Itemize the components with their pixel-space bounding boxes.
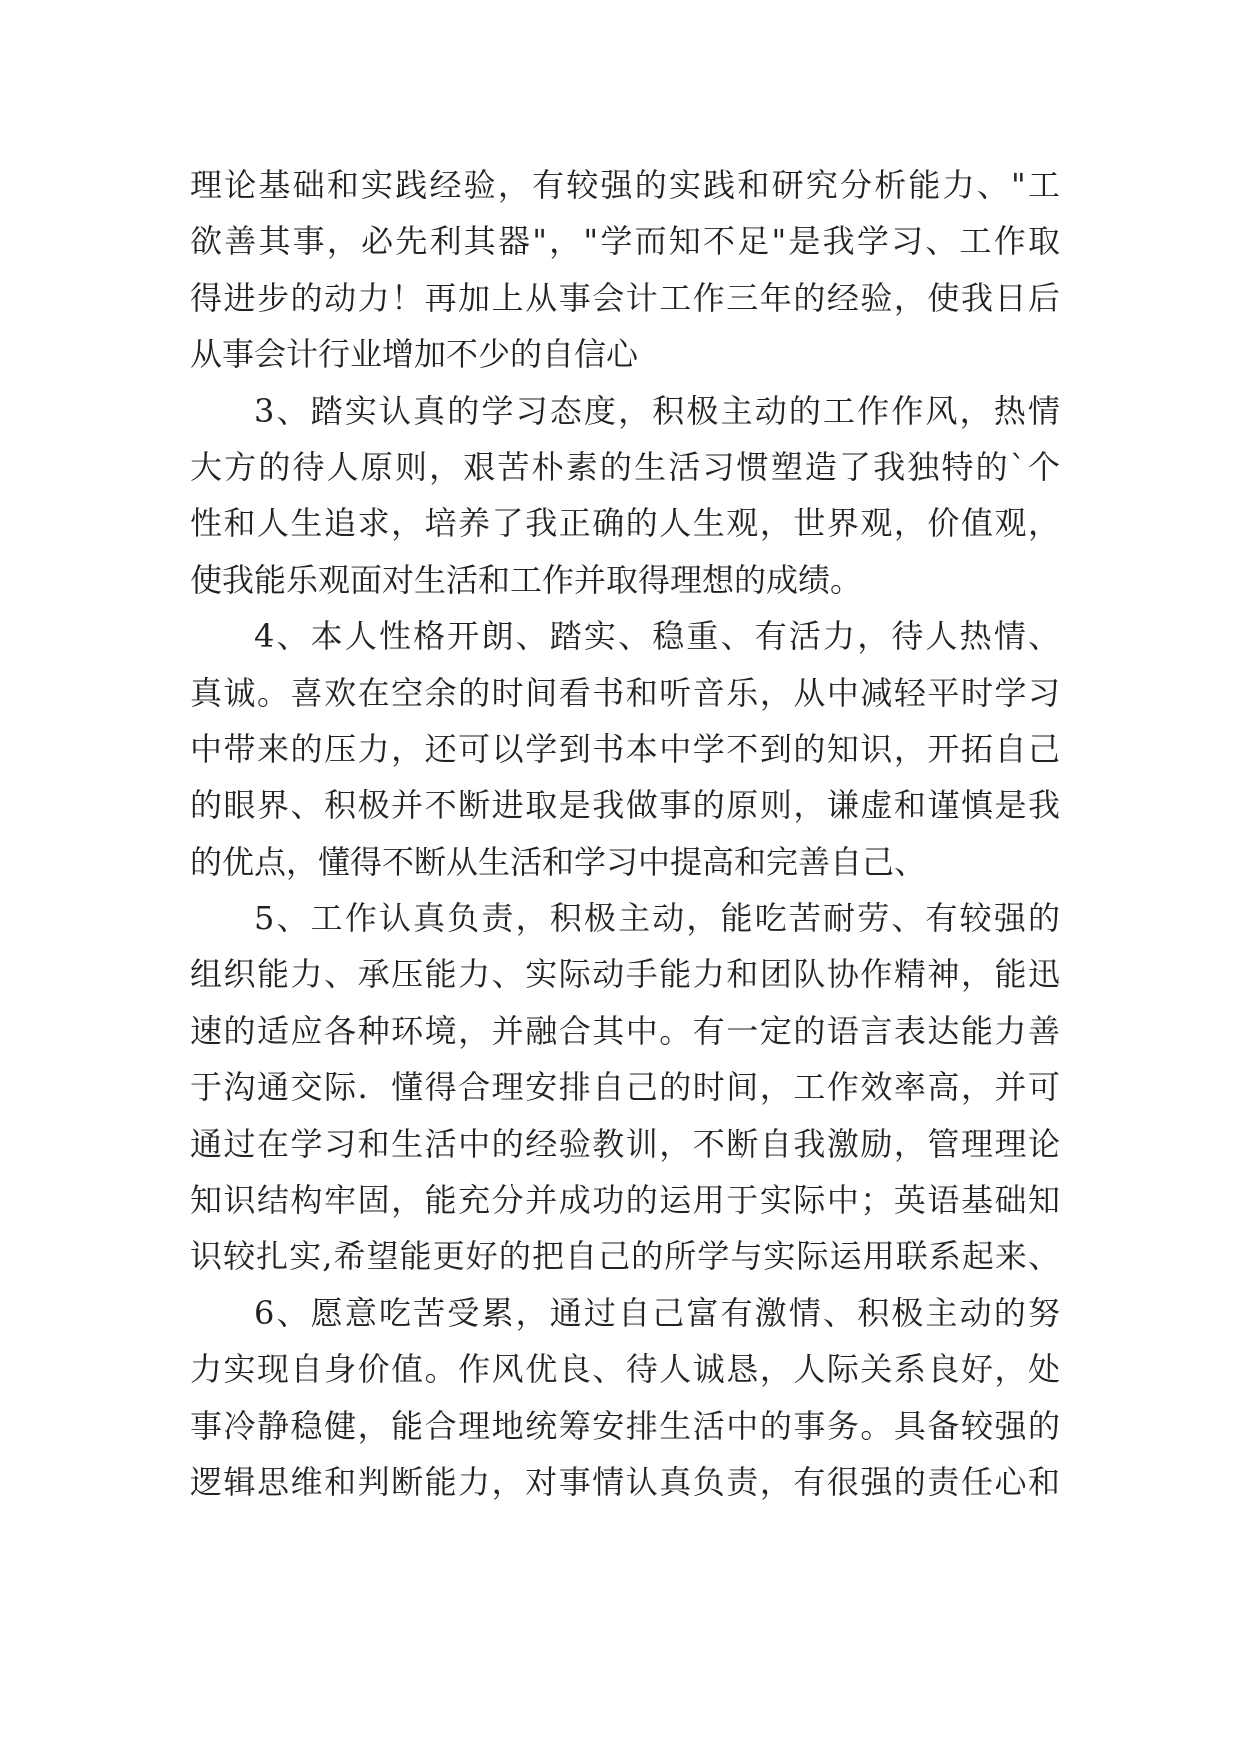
text-line: 识较扎实,希望能更好的把自己的所学与实际运用联系起来、 xyxy=(190,1237,1060,1276)
text-line: 使我能乐观面对生活和工作并取得理想的成绩。 xyxy=(190,560,863,599)
text-line: 组织能力、承压能力、实际动手能力和团队协作精神，能迅 xyxy=(190,955,1060,994)
text-line: 理论基础和实践经验，有较强的实践和研究分析能力、"工 xyxy=(190,166,1060,204)
text-line: 逻辑思维和判断能力，对事情认真负责，有很强的责任心和 xyxy=(190,1462,1060,1501)
text-line: 中带来的压力，还可以学到书本中学不到的知识，开拓自己 xyxy=(190,729,1060,768)
text-line: 通过在学习和生活中的经验教训，不断自我激励，管理理论 xyxy=(190,1124,1060,1163)
paragraph-6-first-line: 6、愿意吃苦受累，通过自己富有激情、积极主动的努 xyxy=(254,1293,1060,1332)
text-line: 从事会计行业增加不少的自信心 xyxy=(190,335,639,374)
paragraph-3-first-line: 3、踏实认真的学习态度，积极主动的工作作风，热情 xyxy=(254,391,1060,430)
text-line: 事冷静稳健，能合理地统筹安排生活中的事务。具备较强的 xyxy=(190,1406,1060,1445)
text-line: 知识结构牢固，能充分并成功的运用于实际中；英语基础知 xyxy=(190,1181,1060,1220)
text-line: 的眼界、积极并不断进取是我做事的原则，谦虚和谨慎是我 xyxy=(190,786,1060,825)
text-line: 大方的待人原则，艰苦朴素的生活习惯塑造了我独特的`个 xyxy=(190,447,1060,486)
text-line: 性和人生追求，培养了我正确的人生观，世界观，价值观， xyxy=(190,504,1060,543)
text-line: 于沟通交际．懂得合理安排自己的时间，工作效率高，并可 xyxy=(190,1068,1060,1107)
text-line: 真诚。喜欢在空余的时间看书和听音乐，从中减轻平时学习 xyxy=(190,673,1060,712)
text-line: 速的适应各种环境，并融合其中。有一定的语言表达能力善 xyxy=(190,1011,1060,1050)
document-body xyxy=(190,157,1060,1510)
text-line: 力实现自身价值。作风优良、待人诚恳，人际关系良好，处 xyxy=(190,1350,1060,1389)
text-line: 得进步的动力！再加上从事会计工作三年的经验，使我日后 xyxy=(190,278,1060,317)
paragraph-5-first-line: 5、工作认真负责，积极主动，能吃苦耐劳、有较强的 xyxy=(254,899,1060,938)
text-line: 的优点，懂得不断从生活和学习中提高和完善自己、 xyxy=(190,842,927,881)
paragraph-4-first-line: 4、本人性格开朗、踏实、稳重、有活力，待人热情、 xyxy=(254,617,1060,656)
text-line: 欲善其事，必先利其器"，"学而知不足"是我学习、工作取 xyxy=(190,222,1060,261)
